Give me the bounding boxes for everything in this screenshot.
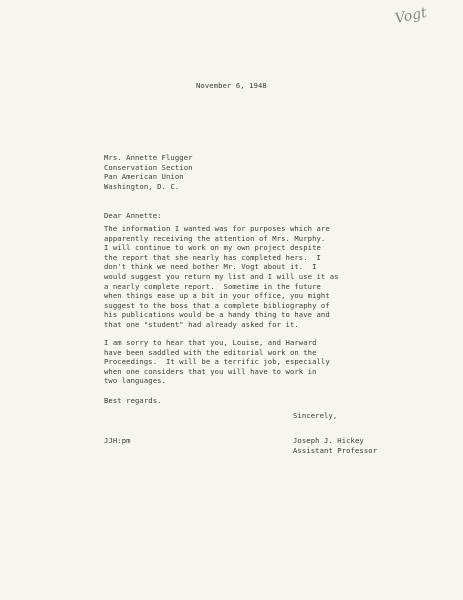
paragraph-1: [104, 224, 339, 330]
signature-title: Assistant Professor: [293, 446, 378, 455]
closing-regards: Best regards.: [104, 396, 162, 405]
address-line: Mrs. Annette Flugger: [104, 153, 193, 162]
paragraph-line: suggest to the boss that a complete bibliography of: [104, 300, 330, 310]
paragraph-line: don't think we need bother Mr. Vogt about it. I: [104, 262, 317, 272]
paragraph-line: Proceedings. It will be a terrific job, especially: [104, 357, 330, 367]
paragraph-line: a nearly complete report. Sometime in the future: [104, 281, 321, 291]
paragraph-line: when things ease up a bit in your office, you might: [104, 291, 330, 301]
typist-initials: JJH:pm: [104, 436, 131, 445]
address-line: Washington, D. C.: [104, 181, 180, 191]
salutation: Dear Annette:: [104, 211, 162, 220]
paragraph-2: [104, 338, 330, 386]
paragraph-line: would suggest you return my list and I will use it as: [104, 271, 339, 281]
recipient-address: [104, 153, 193, 191]
paragraph-line: his publications would be a handy thing to have and: [104, 310, 330, 320]
paragraph-line: when one considers that you will have to work in: [104, 366, 317, 376]
paragraph-line: that one "student" had already asked for it.: [104, 319, 299, 329]
signature-name: Joseph J. Hickey: [293, 436, 364, 445]
address-line: Pan American Union: [104, 172, 184, 182]
sincerely: Sincerely,: [293, 411, 338, 420]
handwritten-annotation: Vogt: [393, 4, 429, 28]
paragraph-line: The information I wanted was for purposes which are: [104, 224, 330, 233]
paragraph-line: two languages.: [104, 376, 166, 386]
paragraph-line: have been saddled with the editorial work on the: [104, 347, 317, 357]
paragraph-line: I will continue to work on my own project despite: [104, 243, 321, 253]
letter-date: November 6, 1948: [196, 81, 267, 90]
address-line: Conservation Section: [104, 162, 193, 172]
paragraph-line: the report that she nearly has completed hers. I: [104, 252, 321, 262]
paragraph-line: apparently receiving the attention of Mrs. Murphy.: [104, 233, 326, 243]
paragraph-line: I am sorry to hear that you, Louise, and Harward: [104, 338, 317, 347]
